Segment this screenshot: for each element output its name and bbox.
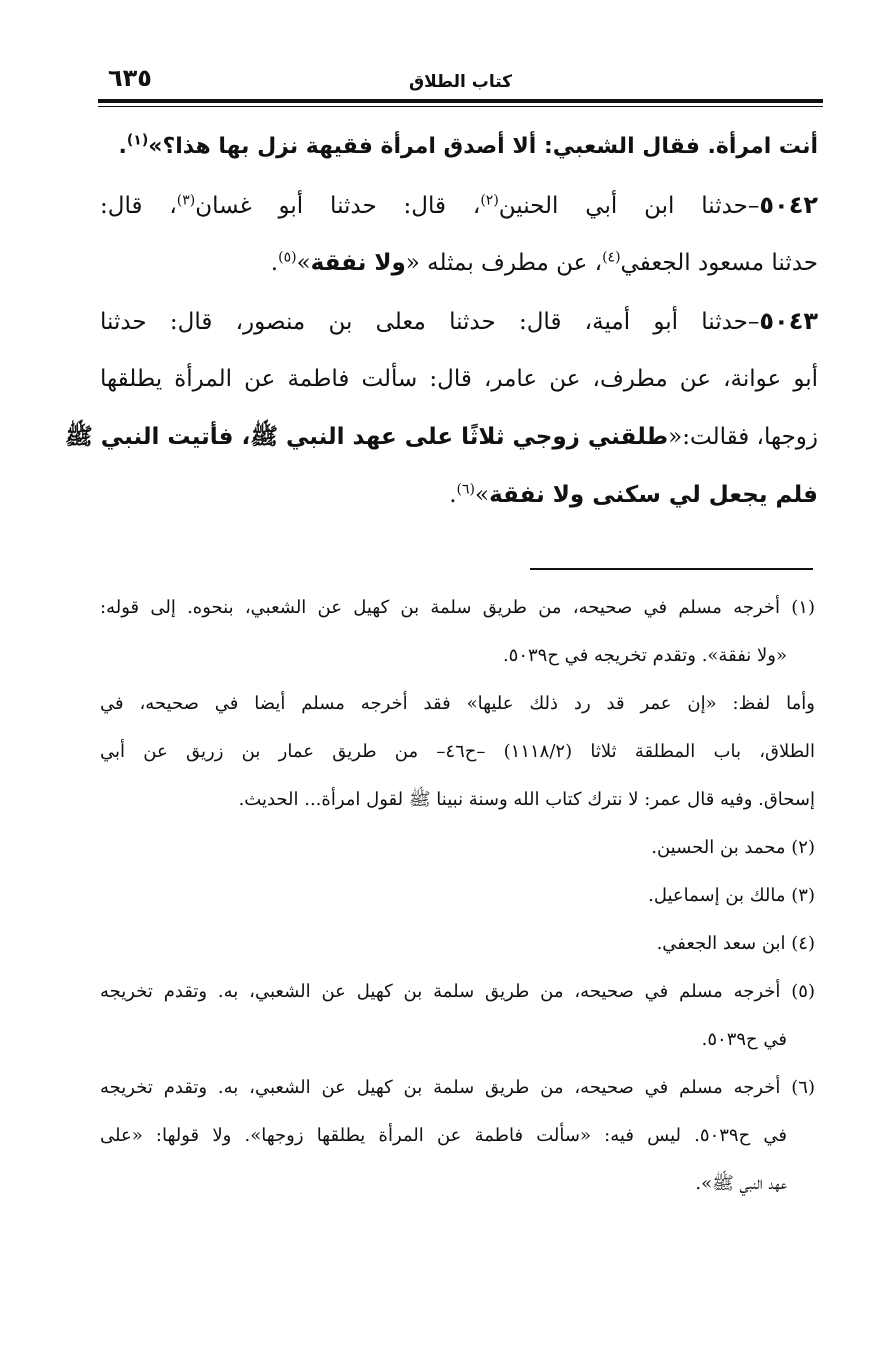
- text-segment: ، قال:: [100, 193, 177, 219]
- footnote-1-line-3: وأما لفظ: «إن عمر قد رد ذلك عليها» فقد أخرجه مسلم أيضا في صحيحه، في: [100, 693, 815, 714]
- text-segment: .: [118, 134, 127, 159]
- footnote-1-line-1: (١) أخرجه مسلم في صحيحه، من طريق سلمة بن كهيل عن الشعبي، بنحوه. إلى قوله:: [100, 597, 815, 618]
- footnote-ref-3: (٣): [176, 192, 196, 209]
- footnote-2: (٢) محمد بن الحسين.: [651, 837, 815, 858]
- text-segment: .: [270, 250, 279, 276]
- footnote-5-line-1: (٥) أخرجه مسلم في صحيحه، من طريق سلمة بن كهيل عن الشعبي، به. وتقدم تخريجه: [100, 981, 815, 1002]
- hadith-number-5043: ٥٠٤٣: [759, 307, 818, 335]
- text-segment: .: [449, 482, 457, 508]
- text-segment: حدثنا مسعود الجعفي: [620, 250, 818, 276]
- running-title: كتاب الطلاق: [408, 72, 513, 92]
- footnote-1-line-5: إسحاق. وفيه قال عمر: لا نترك كتاب الله وسنة نبينا ﷺ لقول امرأة... الحديث.: [238, 789, 815, 810]
- text-segment: ، عن مطرف بمثله «: [405, 250, 603, 276]
- text-segment: زوجها، فقالت:«: [668, 424, 818, 450]
- footnote-6-line-1: (٦) أخرجه مسلم في صحيحه، من طريق سلمة بن كهيل عن الشعبي، به. وتقدم تخريجه: [100, 1077, 815, 1098]
- main-text: [65, 118, 818, 524]
- page-number: ٦٣٥: [108, 64, 152, 92]
- text-segment: –حدثنا أبو أمية، قال: حدثنا معلى بن منصور، قال: حدثنا: [100, 309, 760, 335]
- footnote-ref-1: (١): [126, 132, 149, 149]
- footnote-1-line-2: «ولا نفقة». وتقدم تخريجه في ح٥٠٣٩.: [502, 645, 787, 666]
- hadith-5042-line-1: [100, 176, 818, 234]
- bold-quote: فلم يجعل لي سكنى ولا نفقة: [489, 482, 818, 508]
- footnote-1-line-4: الطلاق، باب المطلقة ثلاثا (١١١٨/٢) –ح٤٦– من طريق عمار بن زريق عن أبي: [100, 741, 815, 762]
- page-header: [98, 64, 823, 100]
- hadith-5043-line-1: [100, 292, 818, 350]
- hadith-number-5042: ٥٠٤٢: [759, 191, 818, 219]
- footnote-5-line-2: في ح٥٠٣٩.: [701, 1029, 787, 1050]
- footnote-ref-4: (٤): [602, 249, 621, 266]
- header-rule-thick: [98, 99, 823, 103]
- footnote-3: (٣) مالك بن إسماعيل.: [648, 885, 815, 906]
- footnote-4: (٤) ابن سعد الجعفي.: [656, 933, 815, 954]
- text-segment: »: [475, 482, 490, 508]
- footnote-6-line-3: عهد النبي ﷺ».: [695, 1173, 787, 1194]
- text-line-1: [100, 118, 818, 176]
- text-segment: أنت امرأة. فقال الشعبي: ألا أصدق امرأة فقيهة نزل بها هذا؟»: [148, 134, 818, 159]
- hadith-5043-line-2: [100, 350, 818, 408]
- footnotes: [100, 580, 815, 1204]
- bold-quote: ولا نفقة: [310, 250, 406, 276]
- text-segment: ، قال: حدثنا أبو غسان: [195, 193, 481, 219]
- footnote-ref-5: (٥): [278, 249, 297, 266]
- text-segment: أبو عوانة، عن مطرف، عن عامر، قال: سألت فاطمة عن المرأة يطلقها: [100, 366, 818, 392]
- bold-quote: طلقني زوجي ثلاثًا على عهد النبي ﷺ، فأتيت النبي ﷺ: [65, 424, 669, 450]
- hadith-5043-line-4: [100, 466, 818, 524]
- hadith-5043-line-3: [65, 408, 818, 466]
- text-segment: –حدثنا ابن أبي الحنين: [498, 193, 760, 219]
- hadith-5042-line-2: [100, 234, 818, 292]
- footnote-separator: [530, 568, 813, 570]
- footnote-ref-6: (٦): [456, 481, 475, 498]
- footnote-ref-2: (٢): [480, 192, 499, 209]
- header-rule-thin: [98, 106, 823, 107]
- text-segment: »: [296, 250, 311, 276]
- footnote-6-line-2: في ح٥٠٣٩. ليس فيه: «سألت فاطمة عن المرأة يطلقها زوجها». ولا قولها: «على: [100, 1125, 787, 1146]
